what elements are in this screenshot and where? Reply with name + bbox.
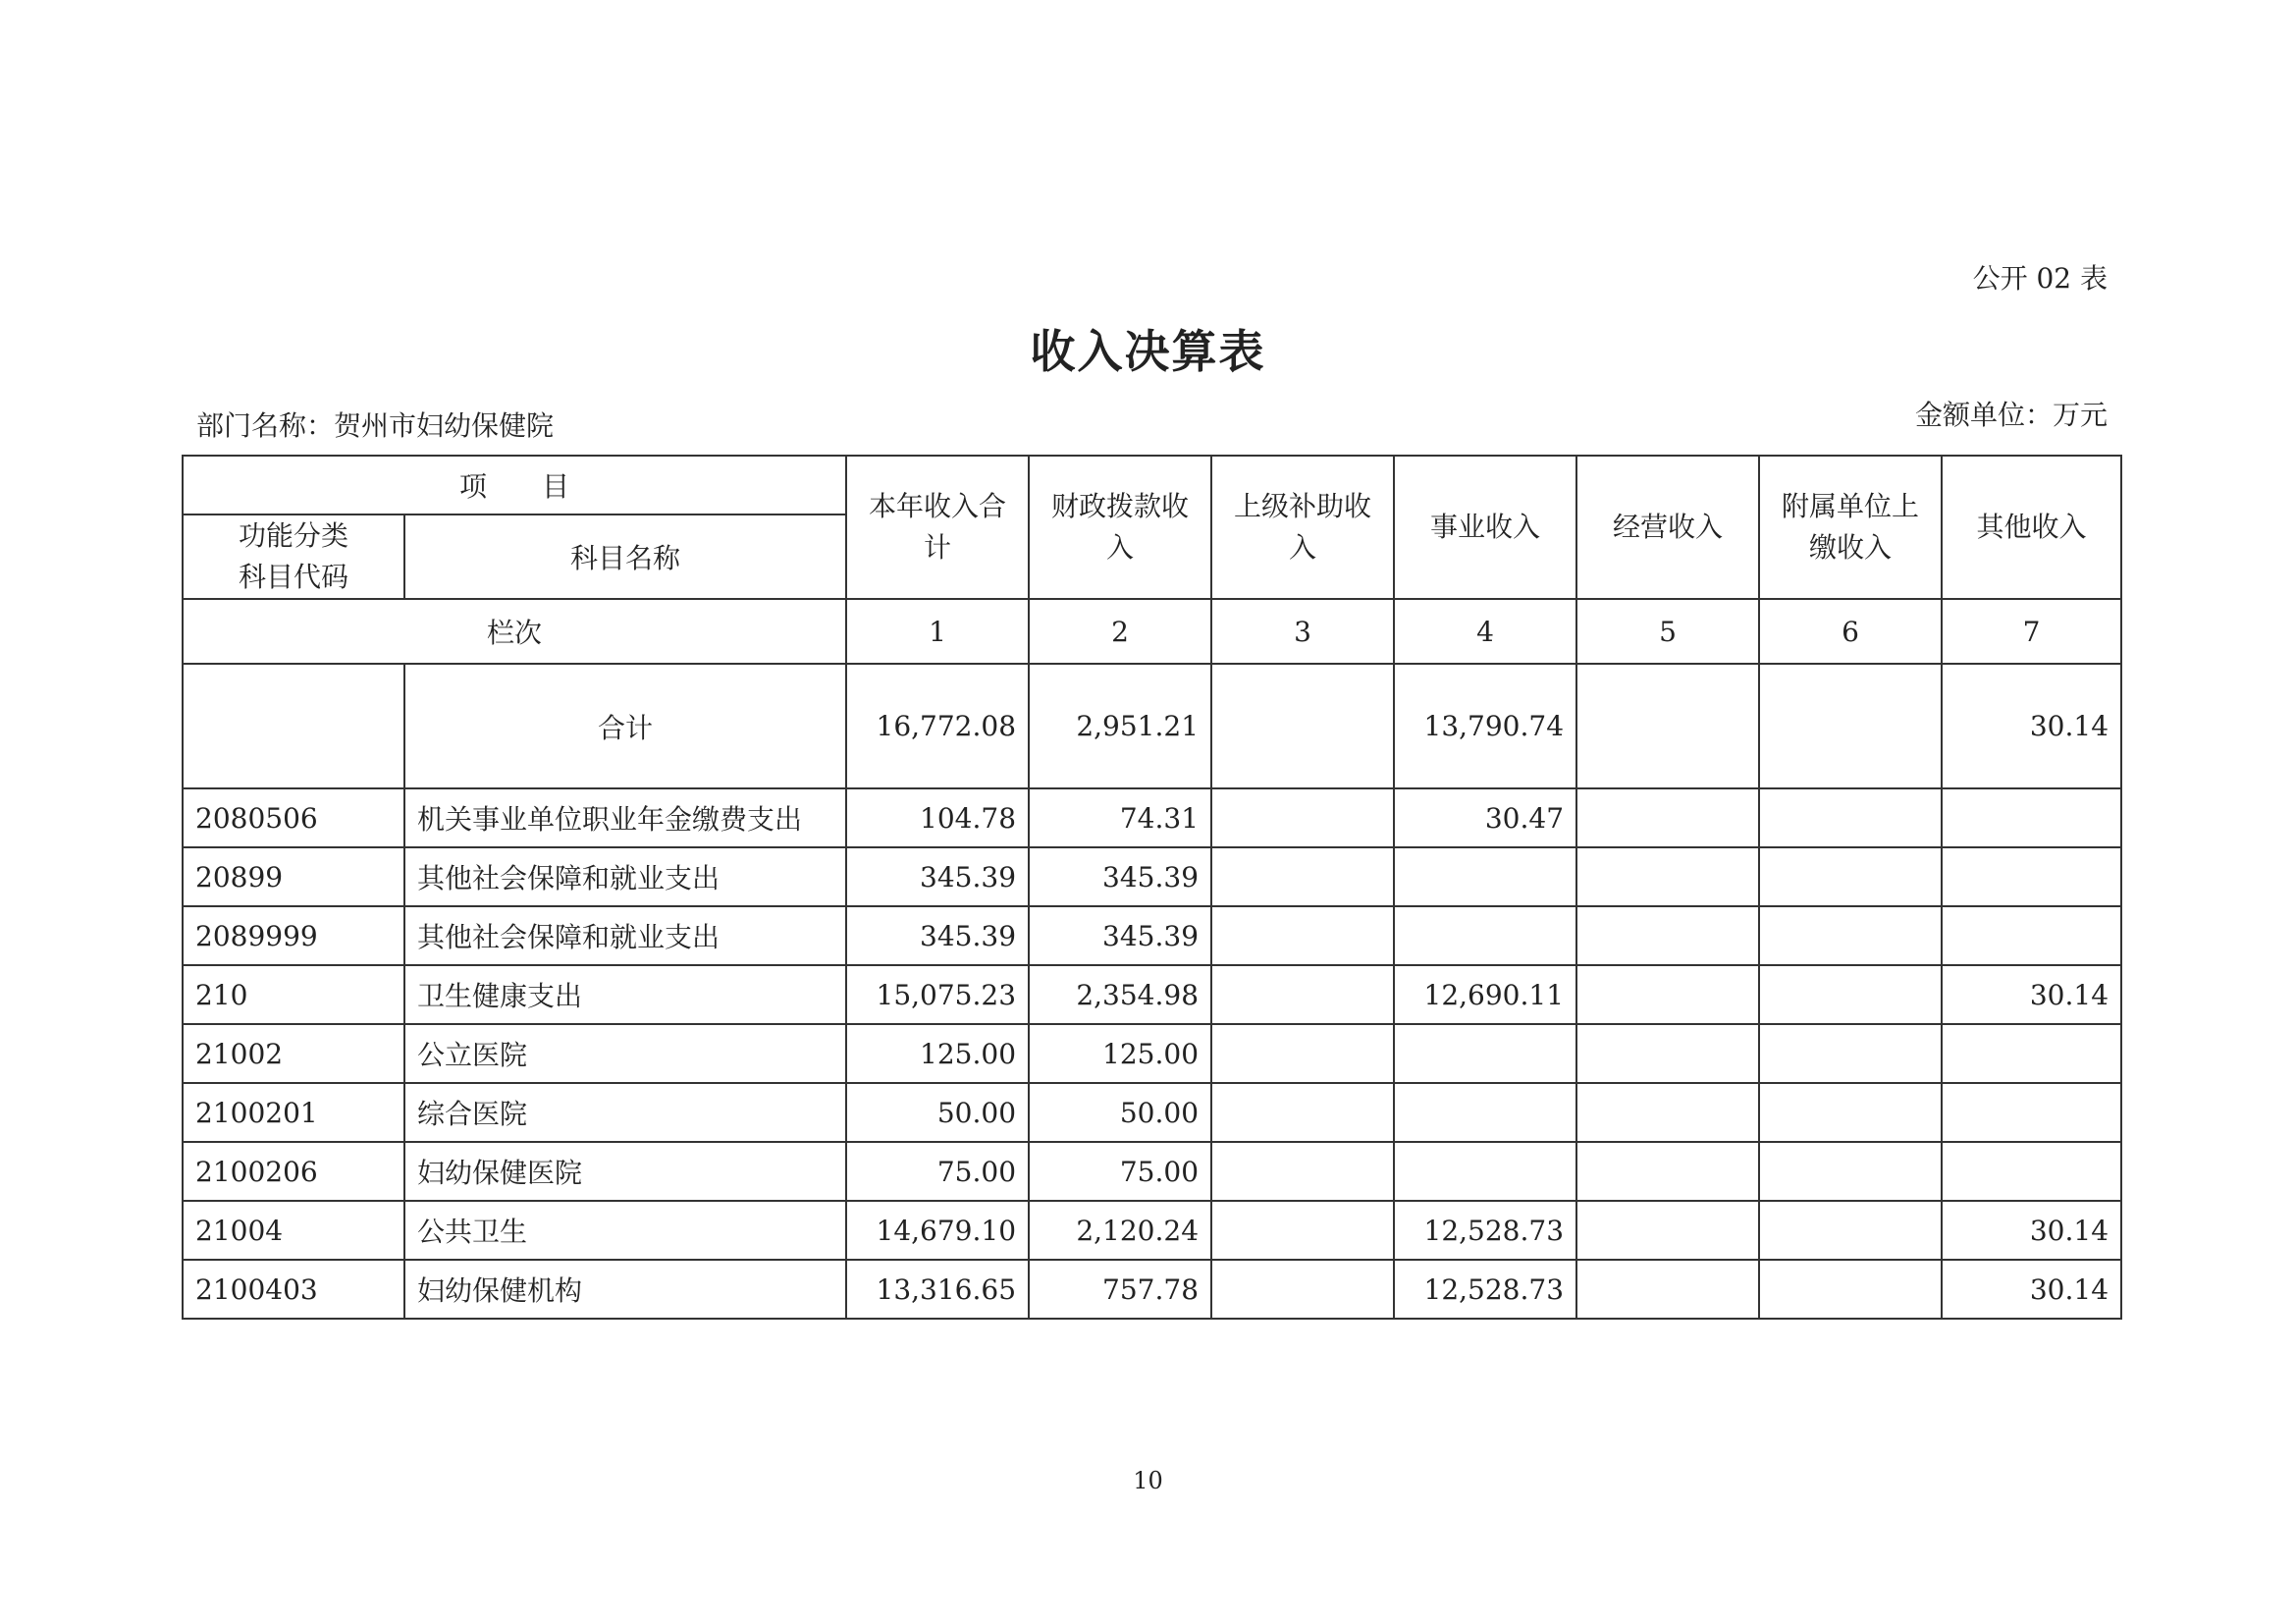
- row-value: 30.14: [1942, 965, 2121, 1024]
- total-value: [1576, 664, 1759, 788]
- row-value: [1211, 847, 1394, 906]
- row-value: 74.31: [1029, 788, 1211, 847]
- total-value: 16,772.08: [846, 664, 1029, 788]
- row-value: 50.00: [846, 1083, 1029, 1142]
- row-value: 12,528.73: [1394, 1260, 1576, 1319]
- row-value: [1942, 1083, 2121, 1142]
- row-value: [1211, 1260, 1394, 1319]
- header-col-2: 财政拨款收入: [1029, 456, 1211, 599]
- row-value: [1211, 965, 1394, 1024]
- total-value: 2,951.21: [1029, 664, 1211, 788]
- row-value: 12,528.73: [1394, 1201, 1576, 1260]
- data-rows: [183, 788, 2121, 1319]
- column-index-label: 栏次: [183, 599, 846, 664]
- header-project: 项 目: [183, 456, 846, 514]
- header-name: 科目名称: [404, 514, 846, 599]
- row-value: [1576, 1083, 1759, 1142]
- row-value: [1942, 1142, 2121, 1201]
- row-value: 2,120.24: [1029, 1201, 1211, 1260]
- row-value: [1942, 847, 2121, 906]
- table-row: [183, 906, 2121, 965]
- row-value: [1759, 1260, 1942, 1319]
- total-value: 30.14: [1942, 664, 2121, 788]
- column-number: 7: [1942, 599, 2121, 664]
- page-title: 收入决算表: [1030, 325, 1266, 378]
- row-value: [1759, 1201, 1942, 1260]
- row-value: [1759, 1024, 1942, 1083]
- table-row: [183, 1260, 2121, 1319]
- column-index-row: [183, 599, 2121, 664]
- row-value: 345.39: [1029, 906, 1211, 965]
- row-value: [1576, 1201, 1759, 1260]
- row-name: 妇幼保健医院: [404, 1142, 846, 1201]
- row-value: 30.47: [1394, 788, 1576, 847]
- column-number: 3: [1211, 599, 1394, 664]
- total-value: 13,790.74: [1394, 664, 1576, 788]
- row-value: [1942, 1024, 2121, 1083]
- column-number: 4: [1394, 599, 1576, 664]
- row-value: [1394, 906, 1576, 965]
- row-value: [1759, 965, 1942, 1024]
- row-name: 公立医院: [404, 1024, 846, 1083]
- row-code: 21004: [183, 1201, 404, 1260]
- header-code: 功能分类科目代码: [183, 514, 404, 599]
- table-row: [183, 1201, 2121, 1260]
- total-row: [183, 664, 2121, 788]
- row-value: [1576, 1142, 1759, 1201]
- row-value: [1942, 788, 2121, 847]
- row-name: 卫生健康支出: [404, 965, 846, 1024]
- row-value: [1211, 1024, 1394, 1083]
- row-value: [1759, 788, 1942, 847]
- row-name: 妇幼保健机构: [404, 1260, 846, 1319]
- row-value: 12,690.11: [1394, 965, 1576, 1024]
- table-row: [183, 847, 2121, 906]
- row-value: [1942, 906, 2121, 965]
- total-label: 合计: [404, 664, 846, 788]
- row-value: [1759, 847, 1942, 906]
- row-name: 其他社会保障和就业支出: [404, 906, 846, 965]
- row-code: 2080506: [183, 788, 404, 847]
- row-value: 13,316.65: [846, 1260, 1029, 1319]
- header-row-top: [183, 456, 2121, 514]
- table-row: [183, 1024, 2121, 1083]
- row-code: 2100206: [183, 1142, 404, 1201]
- header-col-1: 本年收入合计: [846, 456, 1029, 599]
- row-value: [1211, 1201, 1394, 1260]
- header-col-5: 经营收入: [1576, 456, 1759, 599]
- income-final-account-table: [182, 455, 2122, 1320]
- row-value: 75.00: [1029, 1142, 1211, 1201]
- row-value: [1576, 906, 1759, 965]
- column-number: 2: [1029, 599, 1211, 664]
- table-row: [183, 1142, 2121, 1201]
- row-value: [1759, 1142, 1942, 1201]
- row-code: 21002: [183, 1024, 404, 1083]
- row-value: 125.00: [1029, 1024, 1211, 1083]
- row-value: 30.14: [1942, 1201, 2121, 1260]
- department-name: 部门名称：贺州市妇幼保健院: [196, 409, 555, 442]
- row-value: [1394, 1142, 1576, 1201]
- total-code: [183, 664, 404, 788]
- table-row: [183, 1083, 2121, 1142]
- row-value: 50.00: [1029, 1083, 1211, 1142]
- row-value: 30.14: [1942, 1260, 2121, 1319]
- header-col-4: 事业收入: [1394, 456, 1576, 599]
- row-value: 14,679.10: [846, 1201, 1029, 1260]
- row-value: [1759, 906, 1942, 965]
- row-value: 104.78: [846, 788, 1029, 847]
- header-col-6: 附属单位上缴收入: [1759, 456, 1942, 599]
- table-row: [183, 965, 2121, 1024]
- row-name: 公共卫生: [404, 1201, 846, 1260]
- total-value: [1211, 664, 1394, 788]
- row-value: 345.39: [1029, 847, 1211, 906]
- row-value: [1211, 1142, 1394, 1201]
- row-code: 2100201: [183, 1083, 404, 1142]
- column-number: 1: [846, 599, 1029, 664]
- row-code: 2100403: [183, 1260, 404, 1319]
- row-value: [1576, 788, 1759, 847]
- row-value: 75.00: [846, 1142, 1029, 1201]
- row-value: [1576, 965, 1759, 1024]
- row-value: [1759, 1083, 1942, 1142]
- row-value: [1576, 1260, 1759, 1319]
- column-number: 6: [1759, 599, 1942, 664]
- row-value: 2,354.98: [1029, 965, 1211, 1024]
- row-name: 其他社会保障和就业支出: [404, 847, 846, 906]
- form-number: 公开 02 表: [1972, 262, 2108, 295]
- header-col-7: 其他收入: [1942, 456, 2121, 599]
- row-value: [1211, 1083, 1394, 1142]
- row-name: 机关事业单位职业年金缴费支出: [404, 788, 846, 847]
- row-value: 757.78: [1029, 1260, 1211, 1319]
- total-value: [1759, 664, 1942, 788]
- row-value: [1211, 788, 1394, 847]
- row-value: [1394, 1024, 1576, 1083]
- row-value: [1576, 847, 1759, 906]
- row-code: 210: [183, 965, 404, 1024]
- row-value: 345.39: [846, 847, 1029, 906]
- row-value: [1394, 1083, 1576, 1142]
- row-value: [1394, 847, 1576, 906]
- row-value: [1211, 906, 1394, 965]
- row-code: 2089999: [183, 906, 404, 965]
- row-value: 345.39: [846, 906, 1029, 965]
- table-row: [183, 788, 2121, 847]
- column-number: 5: [1576, 599, 1759, 664]
- amount-unit: 金额单位：万元: [1914, 399, 2108, 431]
- row-name: 综合医院: [404, 1083, 846, 1142]
- row-code: 20899: [183, 847, 404, 906]
- header-col-3: 上级补助收入: [1211, 456, 1394, 599]
- row-value: 125.00: [846, 1024, 1029, 1083]
- row-value: [1576, 1024, 1759, 1083]
- page-number: 10: [1133, 1467, 1163, 1494]
- row-value: 15,075.23: [846, 965, 1029, 1024]
